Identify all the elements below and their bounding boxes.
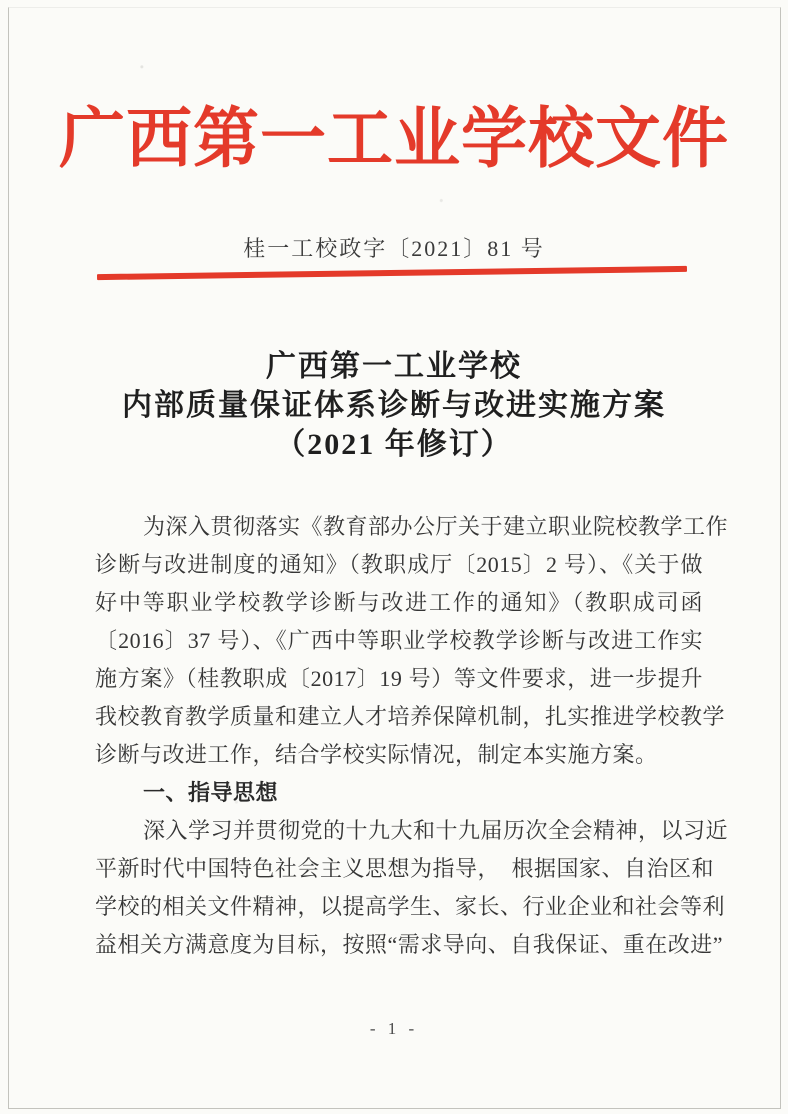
page-number: - 1 -: [369, 1019, 419, 1038]
body-text-line: 益相关方满意度为目标，按照“需求导向、自我保证、重在改进”: [95, 932, 724, 957]
body-text-line: 平新时代中国特色社会主义思想为指导， 根据国家、自治区和: [95, 856, 715, 881]
body-text-line: 深入学习并贯彻党的十九大和十九届历次全会精神，以习近: [143, 818, 729, 843]
body-text-line: 学校的相关文件精神，以提高学生、家长、行业企业和社会等利: [95, 894, 726, 919]
document-number: 桂一工校政字〔2021〕81 号: [243, 236, 545, 261]
document-title-line: 内部质量保证体系诊断与改进实施方案: [122, 389, 666, 422]
document-body: [95, 508, 729, 964]
document-title-line: 广西第一工业学校: [266, 350, 522, 383]
document-title-line: （2021 年修订）: [275, 428, 513, 461]
body-text-line: 诊断与改进制度的通知》（教职成厅〔2015〕2 号）、《关于做: [95, 552, 703, 577]
body-text-line: 为深入贯彻落实《教育部办公厅关于建立职业院校教学工作: [143, 514, 729, 539]
red-divider-line: [97, 266, 687, 280]
document-header-title: 广西第一工业学校文件: [59, 103, 729, 176]
body-text-line: 诊断与改进工作，结合学校实际情况，制定本实施方案。: [95, 742, 658, 767]
body-text-line: 〔2016〕37 号）、《广西中等职业学校教学诊断与改进工作实: [95, 628, 703, 653]
body-text-line: 施方案》（桂教职成〔2017〕19 号）等文件要求，进一步提升: [95, 666, 703, 691]
document-title: [0, 347, 788, 464]
body-text-line: 好中等职业学校教学诊断与改进工作的通知》（教职成司函: [95, 590, 703, 615]
body-text-line: 我校教育教学质量和建立人才培养保障机制，扎实推进学校教学: [95, 704, 726, 729]
body-text-line: 一、指导思想: [143, 780, 279, 805]
